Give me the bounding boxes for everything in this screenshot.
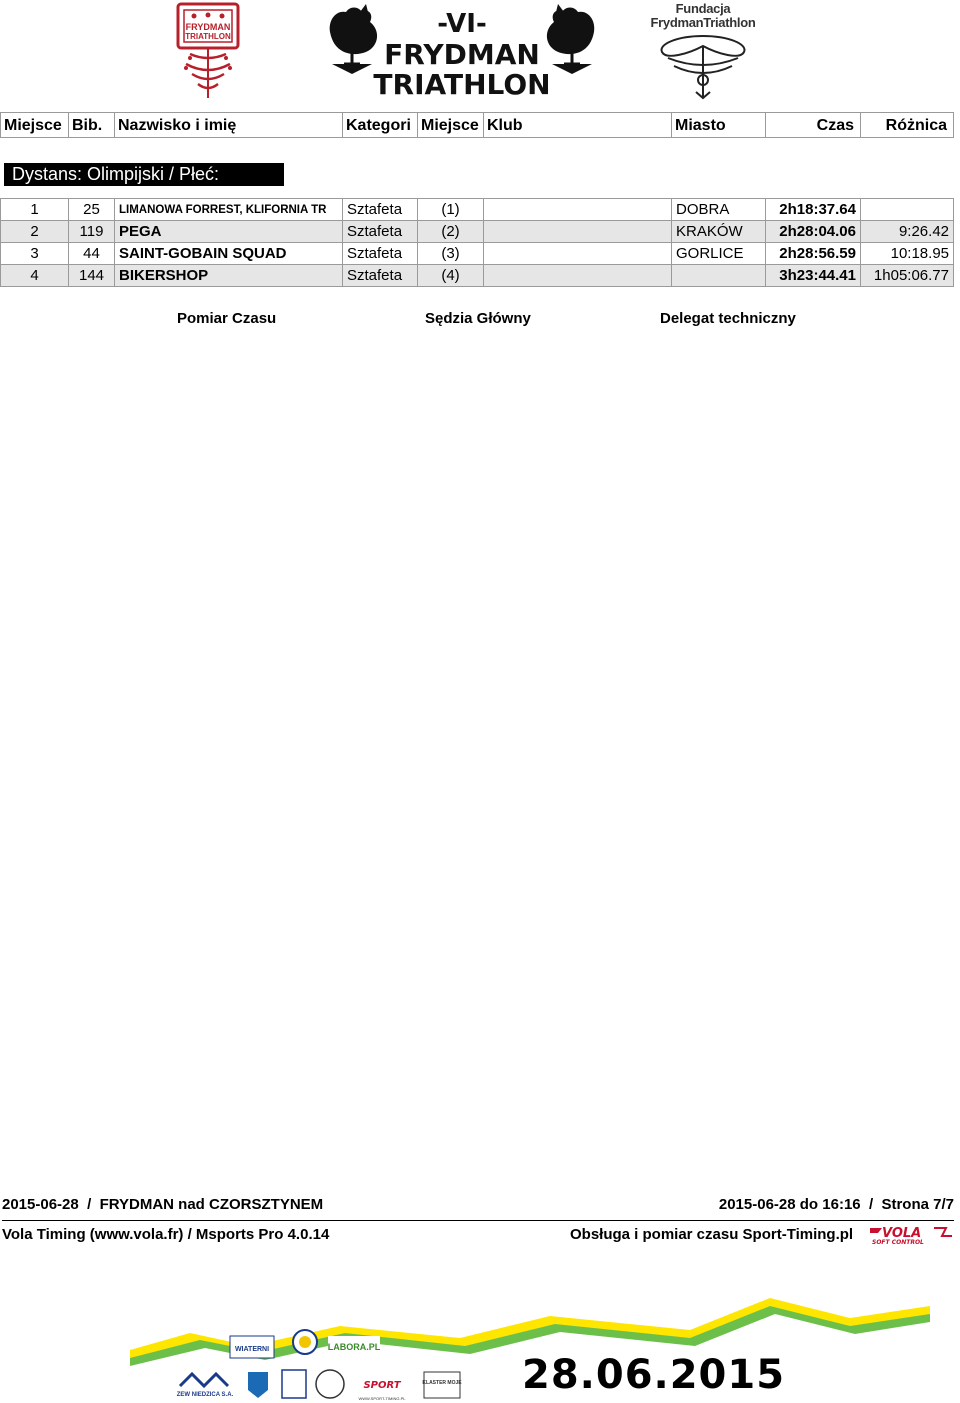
left-logo-line1: FRYDMAN xyxy=(185,22,231,32)
footer-divider xyxy=(2,1220,954,1221)
footer-event-info: 2015-06-28 / FRYDMAN nad CZORSZTYNEM xyxy=(2,1196,324,1213)
table-row xyxy=(0,198,954,220)
row-club xyxy=(483,264,671,287)
row-club xyxy=(483,220,671,242)
row-time: 2h28:56.59 xyxy=(765,242,860,264)
row-category-place: (1) xyxy=(417,198,483,220)
rooster-right-icon xyxy=(547,4,594,74)
row-city: DOBRA xyxy=(671,198,765,220)
row-time: 2h18:37.64 xyxy=(765,198,860,220)
sponsor-sport: SPORT xyxy=(363,1380,401,1391)
foundation-line1: Fundacja xyxy=(675,1,731,16)
row-city: KRAKÓW xyxy=(671,220,765,242)
vola-logo-text: VOLA xyxy=(882,1226,922,1241)
results-column-headers xyxy=(0,112,954,138)
foundation-logo xyxy=(648,2,758,100)
row-name: BIKERSHOP xyxy=(114,264,342,287)
row-category: Sztafeta xyxy=(342,242,417,264)
header-time: Czas xyxy=(765,112,860,138)
footer-software-info: Vola Timing (www.vola.fr) / Msports Pro 4.0.14 xyxy=(2,1226,330,1243)
row-difference xyxy=(860,198,954,220)
header-name: Nazwisko i imię xyxy=(114,112,342,138)
center-logo-line2: TRIATHLON xyxy=(373,68,551,100)
event-title-logo xyxy=(322,2,602,100)
header-category: Kategori xyxy=(342,112,417,138)
row-category: Sztafeta xyxy=(342,220,417,242)
row-category-place: (4) xyxy=(417,264,483,287)
vola-logo-subtext: SOFT CONTROL xyxy=(872,1239,924,1246)
event-date: 28.06.2015 xyxy=(522,1352,786,1398)
header-city: Miasto xyxy=(671,112,765,138)
row-bib: 144 xyxy=(68,264,114,287)
row-time: 3h23:44.41 xyxy=(765,264,860,287)
row-place: 4 xyxy=(0,264,68,287)
row-name: LIMANOWA FORREST, KLIFORNIA TR xyxy=(114,198,342,220)
row-bib: 119 xyxy=(68,220,114,242)
header-difference: Różnica xyxy=(860,112,954,138)
row-category: Sztafeta xyxy=(342,198,417,220)
distance-section-title: Dystans: Olimpijski / Płeć: xyxy=(4,163,284,186)
sponsor-labora: LABORA.PL xyxy=(327,1342,381,1352)
row-category: Sztafeta xyxy=(342,264,417,287)
sponsor-wiaterni: WIATERNI xyxy=(234,1346,270,1353)
frydman-triathlon-logo xyxy=(172,2,244,102)
header-place: Miejsce xyxy=(0,112,68,138)
row-category-place: (2) xyxy=(417,220,483,242)
footer-page-info: 2015-06-28 do 16:16 / Strona 7/7 xyxy=(718,1196,954,1213)
row-place: 2 xyxy=(0,220,68,242)
sponsor-klaster: KLASTER MOJE xyxy=(422,1380,462,1386)
vola-logo xyxy=(868,1224,956,1246)
page-header xyxy=(0,0,960,108)
ornament-icon xyxy=(648,32,758,100)
row-place: 3 xyxy=(0,242,68,264)
row-time: 2h28:04.06 xyxy=(765,220,860,242)
center-logo-roman: -VI- xyxy=(437,9,487,39)
row-bib: 25 xyxy=(68,198,114,220)
table-row xyxy=(0,220,954,242)
row-club xyxy=(483,198,671,220)
row-club xyxy=(483,242,671,264)
row-difference: 1h05:06.77 xyxy=(860,264,954,287)
row-place: 1 xyxy=(0,198,68,220)
signature-delegate: Delegat techniczny xyxy=(660,310,796,327)
rooster-left-icon xyxy=(330,4,377,74)
sponsor-zew: ZEW NIEDZICA S.A. xyxy=(176,1392,234,1398)
signature-timing: Pomiar Czasu xyxy=(177,310,277,327)
foundation-line2: FrydmanTriathlon xyxy=(650,15,756,30)
header-category-place: Miejsce xyxy=(417,112,483,138)
signature-judge: Sędzia Główny xyxy=(425,310,531,327)
row-difference: 10:18.95 xyxy=(860,242,954,264)
row-city: GORLICE xyxy=(671,242,765,264)
row-name: SAINT-GOBAIN SQUAD xyxy=(114,242,342,264)
footer-timing-provider: Obsługa i pomiar czasu Sport-Timing.pl xyxy=(570,1226,854,1243)
table-row xyxy=(0,242,954,264)
row-city xyxy=(671,264,765,287)
table-row xyxy=(0,264,954,286)
header-bib: Bib. xyxy=(68,112,114,138)
sponsor-timing-url: WWW.SPORT-TIMING.PL xyxy=(358,1396,406,1401)
row-name: PEGA xyxy=(114,220,342,242)
left-logo-line2: TRIATHLON xyxy=(185,32,231,41)
row-difference: 9:26.42 xyxy=(860,220,954,242)
header-club: Klub xyxy=(483,112,671,138)
row-category-place: (3) xyxy=(417,242,483,264)
row-bib: 44 xyxy=(68,242,114,264)
center-logo-line1: FRYDMAN xyxy=(384,38,540,71)
